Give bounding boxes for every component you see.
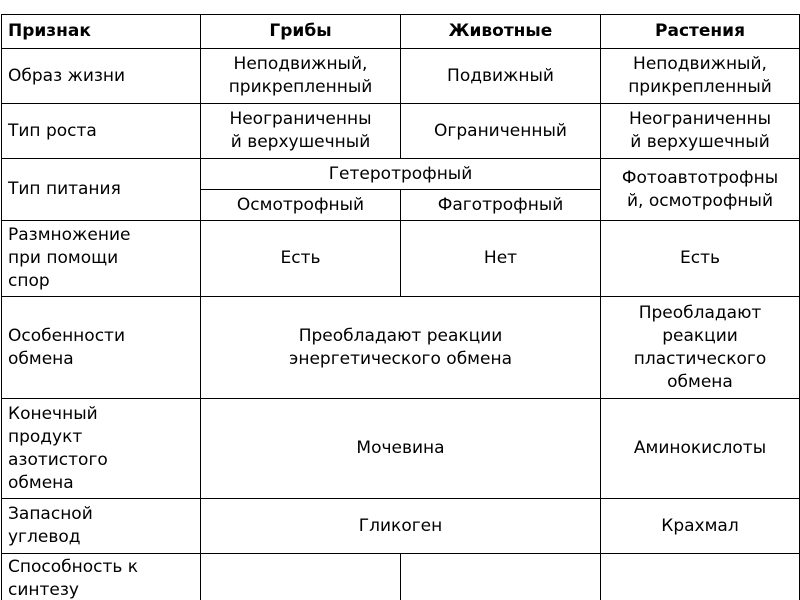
cell-feature: Тип питания [2, 159, 201, 221]
cell-plants [601, 554, 800, 600]
cell-feature: Размножение при помощи спор [2, 221, 201, 297]
cell-fungi: Неограниченны й верхушечный [201, 104, 401, 159]
comparison-table [1, 14, 800, 600]
row-lifestyle [2, 49, 800, 104]
cell-animals: Нет [401, 221, 601, 297]
cell-fungi-animals: Гликоген [201, 499, 601, 554]
row-growth [2, 104, 800, 159]
cell-plants: Неподвижный, прикрепленный [601, 49, 800, 104]
cell-animals: Фаготрофный [401, 190, 601, 221]
cell-feature: Тип роста [2, 104, 201, 159]
cell-plants: Преобладают реакции пластического обмена [601, 297, 800, 399]
cell-fungi [201, 554, 401, 600]
row-synthesis [2, 554, 800, 600]
cell-feature: Способность к синтезу [2, 554, 201, 600]
cell-heterotrophic: Гетеротрофный [201, 159, 601, 190]
row-metabolism [2, 297, 800, 399]
cell-animals [401, 554, 601, 600]
header-plants: Растения [601, 15, 800, 49]
cell-feature: Конечный продукт азотистого обмена [2, 399, 201, 499]
cell-plants: Крахмал [601, 499, 800, 554]
cell-fungi-animals: Преобладают реакции энергетического обмена [201, 297, 601, 399]
cell-feature: Особенности обмена [2, 297, 201, 399]
cell-fungi: Есть [201, 221, 401, 297]
header-feature: Признак [2, 15, 201, 49]
cell-plants: Аминокислоты [601, 399, 800, 499]
header-row [2, 15, 800, 49]
header-fungi: Грибы [201, 15, 401, 49]
cell-animals: Ограниченный [401, 104, 601, 159]
cell-plants: Неограниченны й верхушечный [601, 104, 800, 159]
cell-feature: Образ жизни [2, 49, 201, 104]
row-nutrition-top [2, 159, 800, 190]
row-spores [2, 221, 800, 297]
cell-plants: Фотоавтотрофны й, осмотрофный [601, 159, 800, 221]
header-animals: Животные [401, 15, 601, 49]
row-nitrogen [2, 399, 800, 499]
cell-plants: Есть [601, 221, 800, 297]
cell-fungi-animals: Мочевина [201, 399, 601, 499]
cell-fungi: Осмотрофный [201, 190, 401, 221]
cell-fungi: Неподвижный, прикрепленный [201, 49, 401, 104]
cell-feature: Запасной углевод [2, 499, 201, 554]
row-carbohydrate [2, 499, 800, 554]
cell-animals: Подвижный [401, 49, 601, 104]
